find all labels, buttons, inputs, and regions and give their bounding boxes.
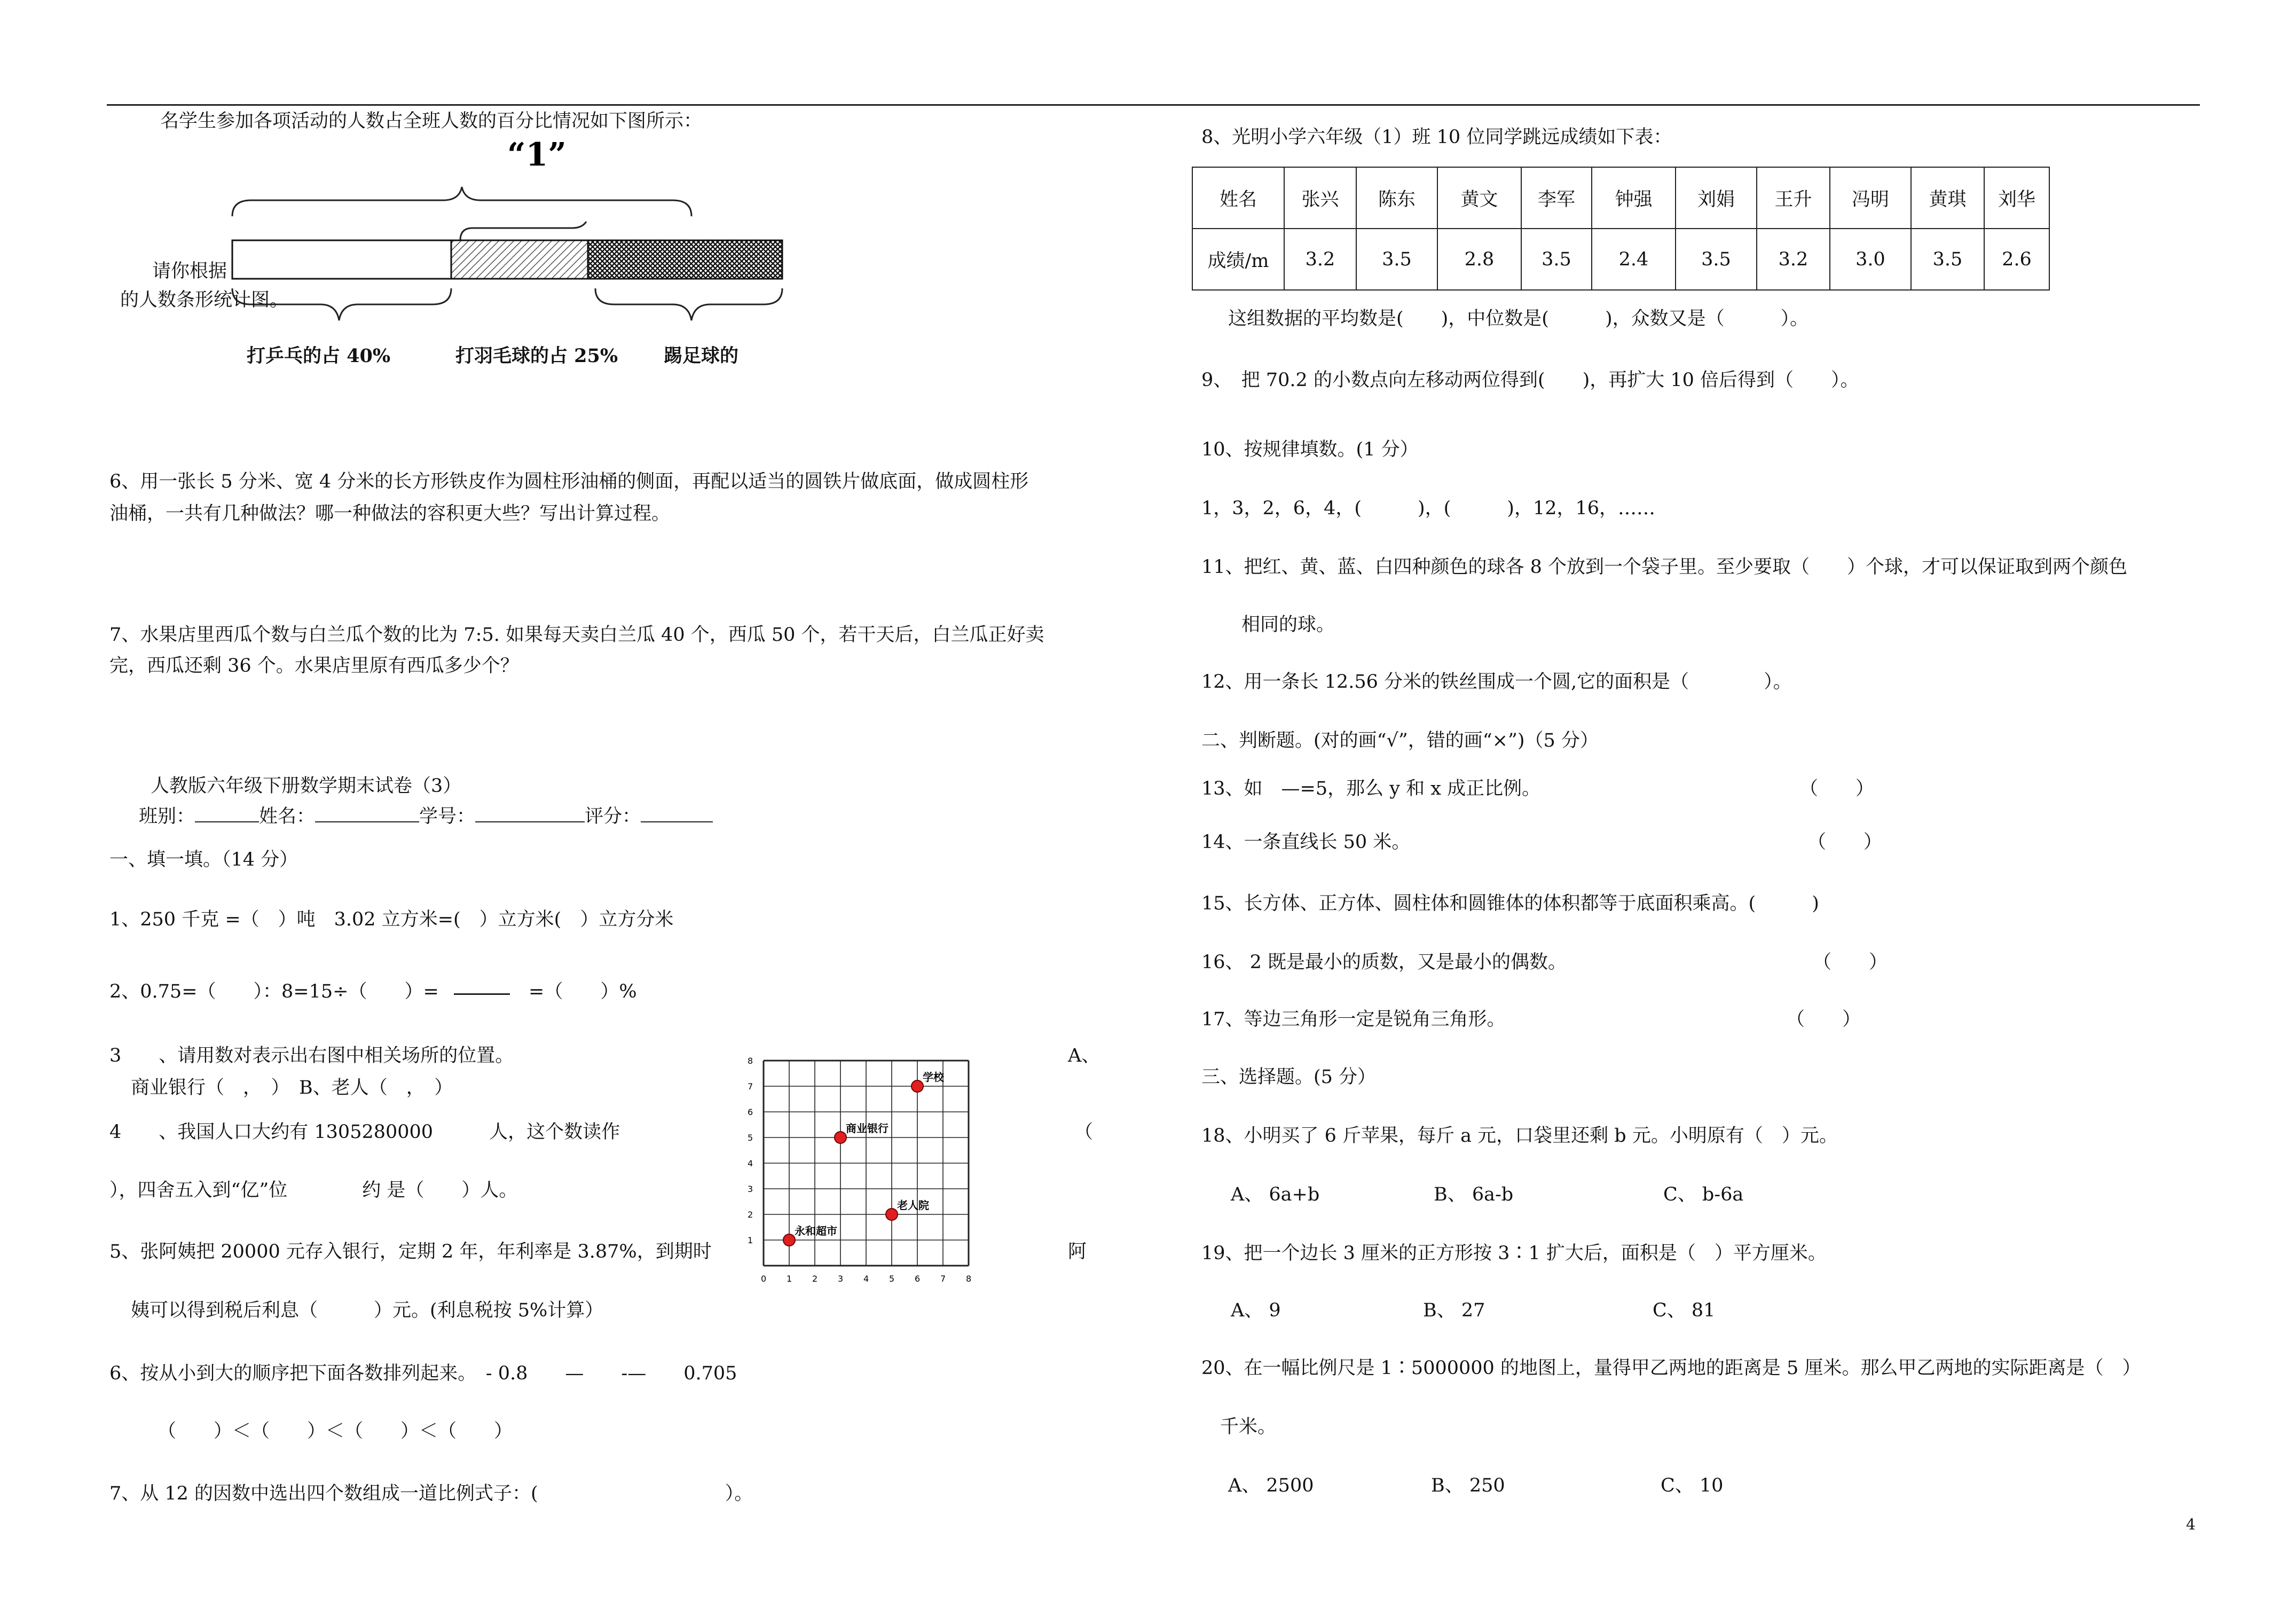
- q20-text: 20、在一幅比例尺是 1∶5000000 的地图上，量得甲乙两地的距离是 5 厘米。那么甲乙两地的实际距离是（ ）: [1201, 1358, 2141, 1379]
- fill-q5a: 5、张阿姨把 20000 元存入银行，定期 2 年，年利率是 3.87%，到期时: [109, 1241, 712, 1262]
- q17-paren: （ ）: [1786, 1009, 1861, 1030]
- y-tick-label: 5: [748, 1133, 753, 1143]
- q10-text: 10、按规律填数。(1 分）: [1201, 439, 1419, 460]
- grid-point-label: 商业银行: [846, 1122, 888, 1135]
- table-score-cell: 3.2: [1757, 229, 1830, 290]
- table-name-cell: 陈东: [1356, 167, 1437, 229]
- x-tick-label: 7: [940, 1274, 946, 1284]
- fill-q1: 1、250 千克 =（ ）吨 3.02 立方米=( ）立方米( ）立方分米: [109, 909, 674, 930]
- grid-point: [911, 1080, 923, 1092]
- whole-label: “1”: [507, 136, 567, 174]
- grid-point-label: 老人院: [897, 1199, 929, 1212]
- grid-point-label: 永和超市: [795, 1225, 837, 1237]
- q16-text: 16、 2 既是最小的质数，又是最小的偶数。: [1201, 952, 1567, 973]
- bar-football: [588, 240, 782, 279]
- y-tick-label: 1: [748, 1235, 753, 1245]
- table-score-cell: 2.6: [1984, 229, 2049, 290]
- y-tick-label: 3: [748, 1184, 753, 1194]
- table-score-cell: 2.4: [1592, 229, 1676, 290]
- table-score-cell: 3.5: [1356, 229, 1437, 290]
- q18-option-b: B、 6a-b: [1434, 1184, 1514, 1205]
- y-tick-label: 8: [748, 1056, 753, 1066]
- grid-point: [835, 1132, 846, 1143]
- q18-option-c: C、 b-6a: [1663, 1184, 1744, 1205]
- mid-brace: [460, 222, 586, 240]
- table-name-cell: 刘华: [1984, 167, 2049, 229]
- x-tick-label: 3: [838, 1274, 844, 1284]
- label-badminton: 打羽毛球的占 25%: [455, 345, 618, 367]
- table-name-cell: 王升: [1757, 167, 1830, 229]
- q14-text: 14、一条直线长 50 米。: [1201, 831, 1411, 853]
- fill-q3a: 3 、请用数对表示出右图中相关场所的位置。: [109, 1045, 514, 1066]
- q8-text: 8、光明小学六年级（1）班 10 位同学跳远成绩如下表：: [1201, 127, 1672, 148]
- coordinate-grid: [737, 1052, 1047, 1292]
- table-score-cell: 3.5: [1521, 229, 1592, 290]
- table-name-cell: 黄琪: [1911, 167, 1984, 229]
- table-score-cell: 3.5: [1911, 229, 1984, 290]
- diagram-side-text-1: 请你根据: [152, 261, 227, 282]
- section3-heading: 三、选择题。(5 分）: [1201, 1066, 1377, 1088]
- bar-pingpong: [232, 240, 451, 279]
- brace-football: [595, 288, 782, 320]
- fill-q3a-end: A、: [1068, 1045, 1100, 1066]
- y-tick-label: 7: [748, 1081, 753, 1092]
- table-name-cell: 钟强: [1592, 167, 1676, 229]
- q13-paren: （ ）: [1799, 778, 1875, 799]
- fill-q4b: ），四舍五入到“亿”位 约 是（ ）人。: [109, 1180, 518, 1201]
- fill-q4a-end: （: [1074, 1121, 1094, 1143]
- fill-q6b: （ ）＜（ ）＜（ ）＜（ ）: [158, 1421, 513, 1442]
- y-tick-label: 2: [748, 1210, 753, 1220]
- q19-option-a: A、 9: [1231, 1300, 1281, 1321]
- q15-text: 15、长方体、正方体、圆柱体和圆锥体的体积都等于底面积乘高。( ): [1201, 893, 1819, 914]
- diagram-side-text-2: 的人数条形统计图。: [120, 289, 289, 311]
- table-header-label: 姓名: [1192, 167, 1284, 229]
- fill-q2a: 2、0.75=（ ）：8=15÷（ ）=: [109, 981, 439, 1002]
- q20-option-c: C、 10: [1661, 1475, 1724, 1496]
- label-football: 踢足球的: [664, 345, 739, 367]
- q16-paren: （ ）: [1813, 952, 1888, 973]
- table-score-cell: 3.5: [1676, 229, 1757, 290]
- q11-text: 11、把红、黄、蓝、白四种颜色的球各 8 个放到一个袋子里。至少要取（ ）个球，才可以保证取到两个颜色: [1201, 556, 2128, 578]
- label-pingpong: 打乒乓的占 40%: [247, 345, 391, 367]
- top-rule: [107, 104, 2200, 106]
- exam-title: 人教版六年级下册数学期末试卷（3）: [151, 775, 462, 797]
- jump-scores-table: [1192, 167, 2050, 291]
- q18-text: 18、小明买了 6 斤苹果，每斤 a 元，口袋里还剩 b 元。小明原有（ ）元。: [1201, 1125, 1838, 1147]
- q6-line1: 6、用一张长 5 分米、宽 4 分米的长方形铁皮作为圆柱形油桶的侧面，再配以适当的圆铁片做底面，做成圆柱形: [109, 471, 1029, 492]
- grid-point: [783, 1234, 795, 1246]
- fill-q2b: =（ ）%: [529, 981, 637, 1002]
- q19-text: 19、把一个边长 3 厘米的正方形按 3∶1 扩大后，面积是（ ）平方厘米。: [1201, 1243, 1827, 1264]
- x-tick-label: 5: [889, 1274, 895, 1284]
- q20-option-b: B、 250: [1431, 1475, 1505, 1496]
- y-tick-label: 6: [748, 1107, 753, 1117]
- table-score-cell: 3.0: [1830, 229, 1911, 290]
- grid-point: [886, 1209, 898, 1220]
- y-tick-label: 4: [748, 1158, 753, 1168]
- fraction-bar: [454, 993, 510, 995]
- q18-option-a: A、 6a+b: [1231, 1184, 1320, 1205]
- table-score-cell: 3.2: [1284, 229, 1356, 290]
- top-brace: [232, 187, 691, 216]
- section2-heading: 二、判断题。(对的画“√”，错的画“×”)（5 分）: [1201, 730, 1599, 751]
- q17-text: 17、等边三角形一定是锐角三角形。: [1201, 1009, 1506, 1030]
- q20b-text: 千米。: [1220, 1416, 1277, 1438]
- table-name-cell: 张兴: [1284, 167, 1356, 229]
- fill-q5a-end: 阿: [1068, 1241, 1087, 1262]
- fill-q4a: 4 、我国人口大约有 1305280000 人，这个数读作: [109, 1121, 620, 1143]
- x-tick-label: 4: [863, 1274, 869, 1284]
- table-row-scores: [1192, 229, 2049, 290]
- number-blank[interactable]: [475, 805, 585, 822]
- x-tick-label: 8: [966, 1274, 972, 1284]
- bar-badminton: [451, 240, 588, 279]
- section1-heading: 一、填一填。（14 分）: [109, 849, 298, 870]
- x-tick-label: 1: [787, 1274, 792, 1284]
- name-blank[interactable]: [315, 805, 419, 822]
- student-fields: [139, 805, 713, 828]
- q19-option-b: B、 27: [1423, 1300, 1485, 1321]
- table-score-cell: 2.8: [1437, 229, 1521, 290]
- q7-line2: 完，西瓜还剩 36 个。水果店里原有西瓜多少个？: [109, 655, 519, 677]
- q14-paren: （ ）: [1807, 831, 1883, 853]
- table-name-cell: 冯明: [1830, 167, 1911, 229]
- x-tick-label: 2: [812, 1274, 818, 1284]
- field-score: 评分：: [585, 806, 641, 827]
- table-name-cell: 刘娟: [1676, 167, 1757, 229]
- table-name-cell: 黄文: [1437, 167, 1521, 229]
- bar-diagram: [112, 136, 806, 371]
- field-number: 学号：: [419, 806, 476, 827]
- field-name: 姓名：: [259, 806, 316, 827]
- q6-line2: 油桶，一共有几种做法？哪一种做法的容积更大些？写出计算过程。: [109, 503, 671, 524]
- q8b-text: 这组数据的平均数是( )，中位数是( )，众数又是（ ）。: [1228, 308, 1809, 329]
- q11b-text: 相同的球。: [1241, 614, 1335, 636]
- field-class: 班别：: [139, 806, 195, 827]
- fill-q3b: 商业银行（ ， ） B、老人（ ， ）: [131, 1077, 453, 1099]
- score-blank[interactable]: [641, 805, 713, 822]
- x-tick-label: 6: [915, 1274, 921, 1284]
- q10b-text: 1，3，2，6，4，( )，( )，12，16，……: [1201, 498, 1656, 519]
- fill-q5b: 姨可以得到税后利息（ ）元。(利息税按 5%计算）: [131, 1300, 604, 1321]
- q13-text: 13、如 —=5，那么 y 和 x 成正比例。: [1201, 778, 1541, 799]
- x-tick-label: 0: [761, 1274, 767, 1284]
- class-blank[interactable]: [195, 805, 259, 822]
- fill-q7: 7、从 12 的因数中选出四个数组成一道比例式子：( ）。: [109, 1483, 753, 1504]
- page-number: 4: [2186, 1516, 2196, 1533]
- q20-option-a: A、 2500: [1228, 1475, 1314, 1496]
- table-name-cell: 李军: [1521, 167, 1592, 229]
- q9-text: 9、 把 70.2 的小数点向左移动两位得到( )，再扩大 10 倍后得到（ ）。: [1201, 370, 1859, 391]
- table-row-names: [1192, 167, 2049, 229]
- table-score-label: 成绩/m: [1192, 229, 1284, 290]
- q7-line1: 7、水果店里西瓜个数与白兰瓜个数的比为 7:5. 如果每天卖白兰瓜 40 个，西瓜 50 个，若干天后，白兰瓜正好卖: [109, 624, 1044, 646]
- q19-option-c: C、 81: [1653, 1300, 1716, 1321]
- grid-point-label: 学校: [923, 1071, 944, 1084]
- intro-text: 名学生参加各项活动的人数占全班人数的百分比情况如下图所示：: [160, 111, 703, 132]
- fill-q6: 6、按从小到大的顺序把下面各数排列起来。 - 0.8 — -— 0.705: [109, 1363, 737, 1384]
- q12-text: 12、用一条长 12.56 分米的铁丝围成一个圆,它的面积是（ ）。: [1201, 671, 1792, 693]
